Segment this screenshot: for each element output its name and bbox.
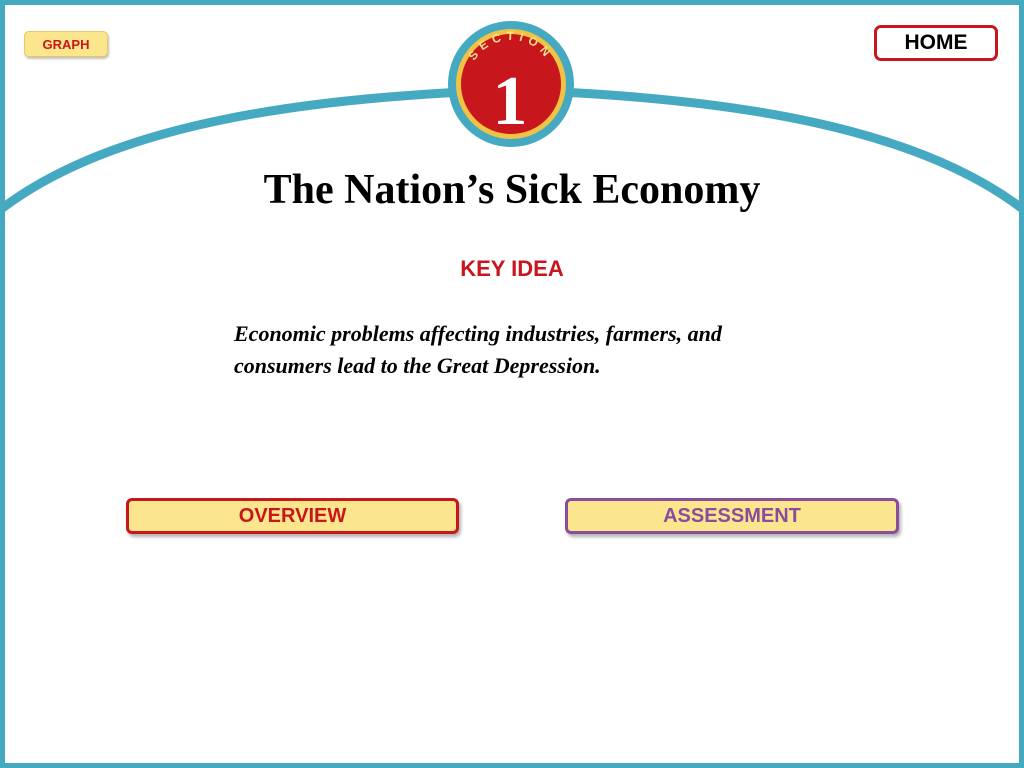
section-word: SECTION bbox=[465, 28, 557, 63]
key-idea-label: KEY IDEA bbox=[460, 256, 564, 281]
key-idea-line-1: Economic problems affecting industries, farmers, and bbox=[234, 321, 722, 346]
overview-button[interactable]: OVERVIEW bbox=[126, 498, 459, 534]
key-idea-text bbox=[234, 318, 824, 382]
home-button[interactable]: HOME bbox=[874, 25, 998, 61]
key-idea-line-2: consumers lead to the Great Depression. bbox=[234, 353, 601, 378]
page-title: The Nation’s Sick Economy bbox=[263, 167, 761, 213]
assessment-button[interactable]: ASSESSMENT bbox=[565, 498, 899, 534]
graph-button[interactable]: GRAPH bbox=[24, 31, 108, 57]
section-badge bbox=[447, 20, 575, 148]
section-number: 1 bbox=[492, 63, 528, 140]
